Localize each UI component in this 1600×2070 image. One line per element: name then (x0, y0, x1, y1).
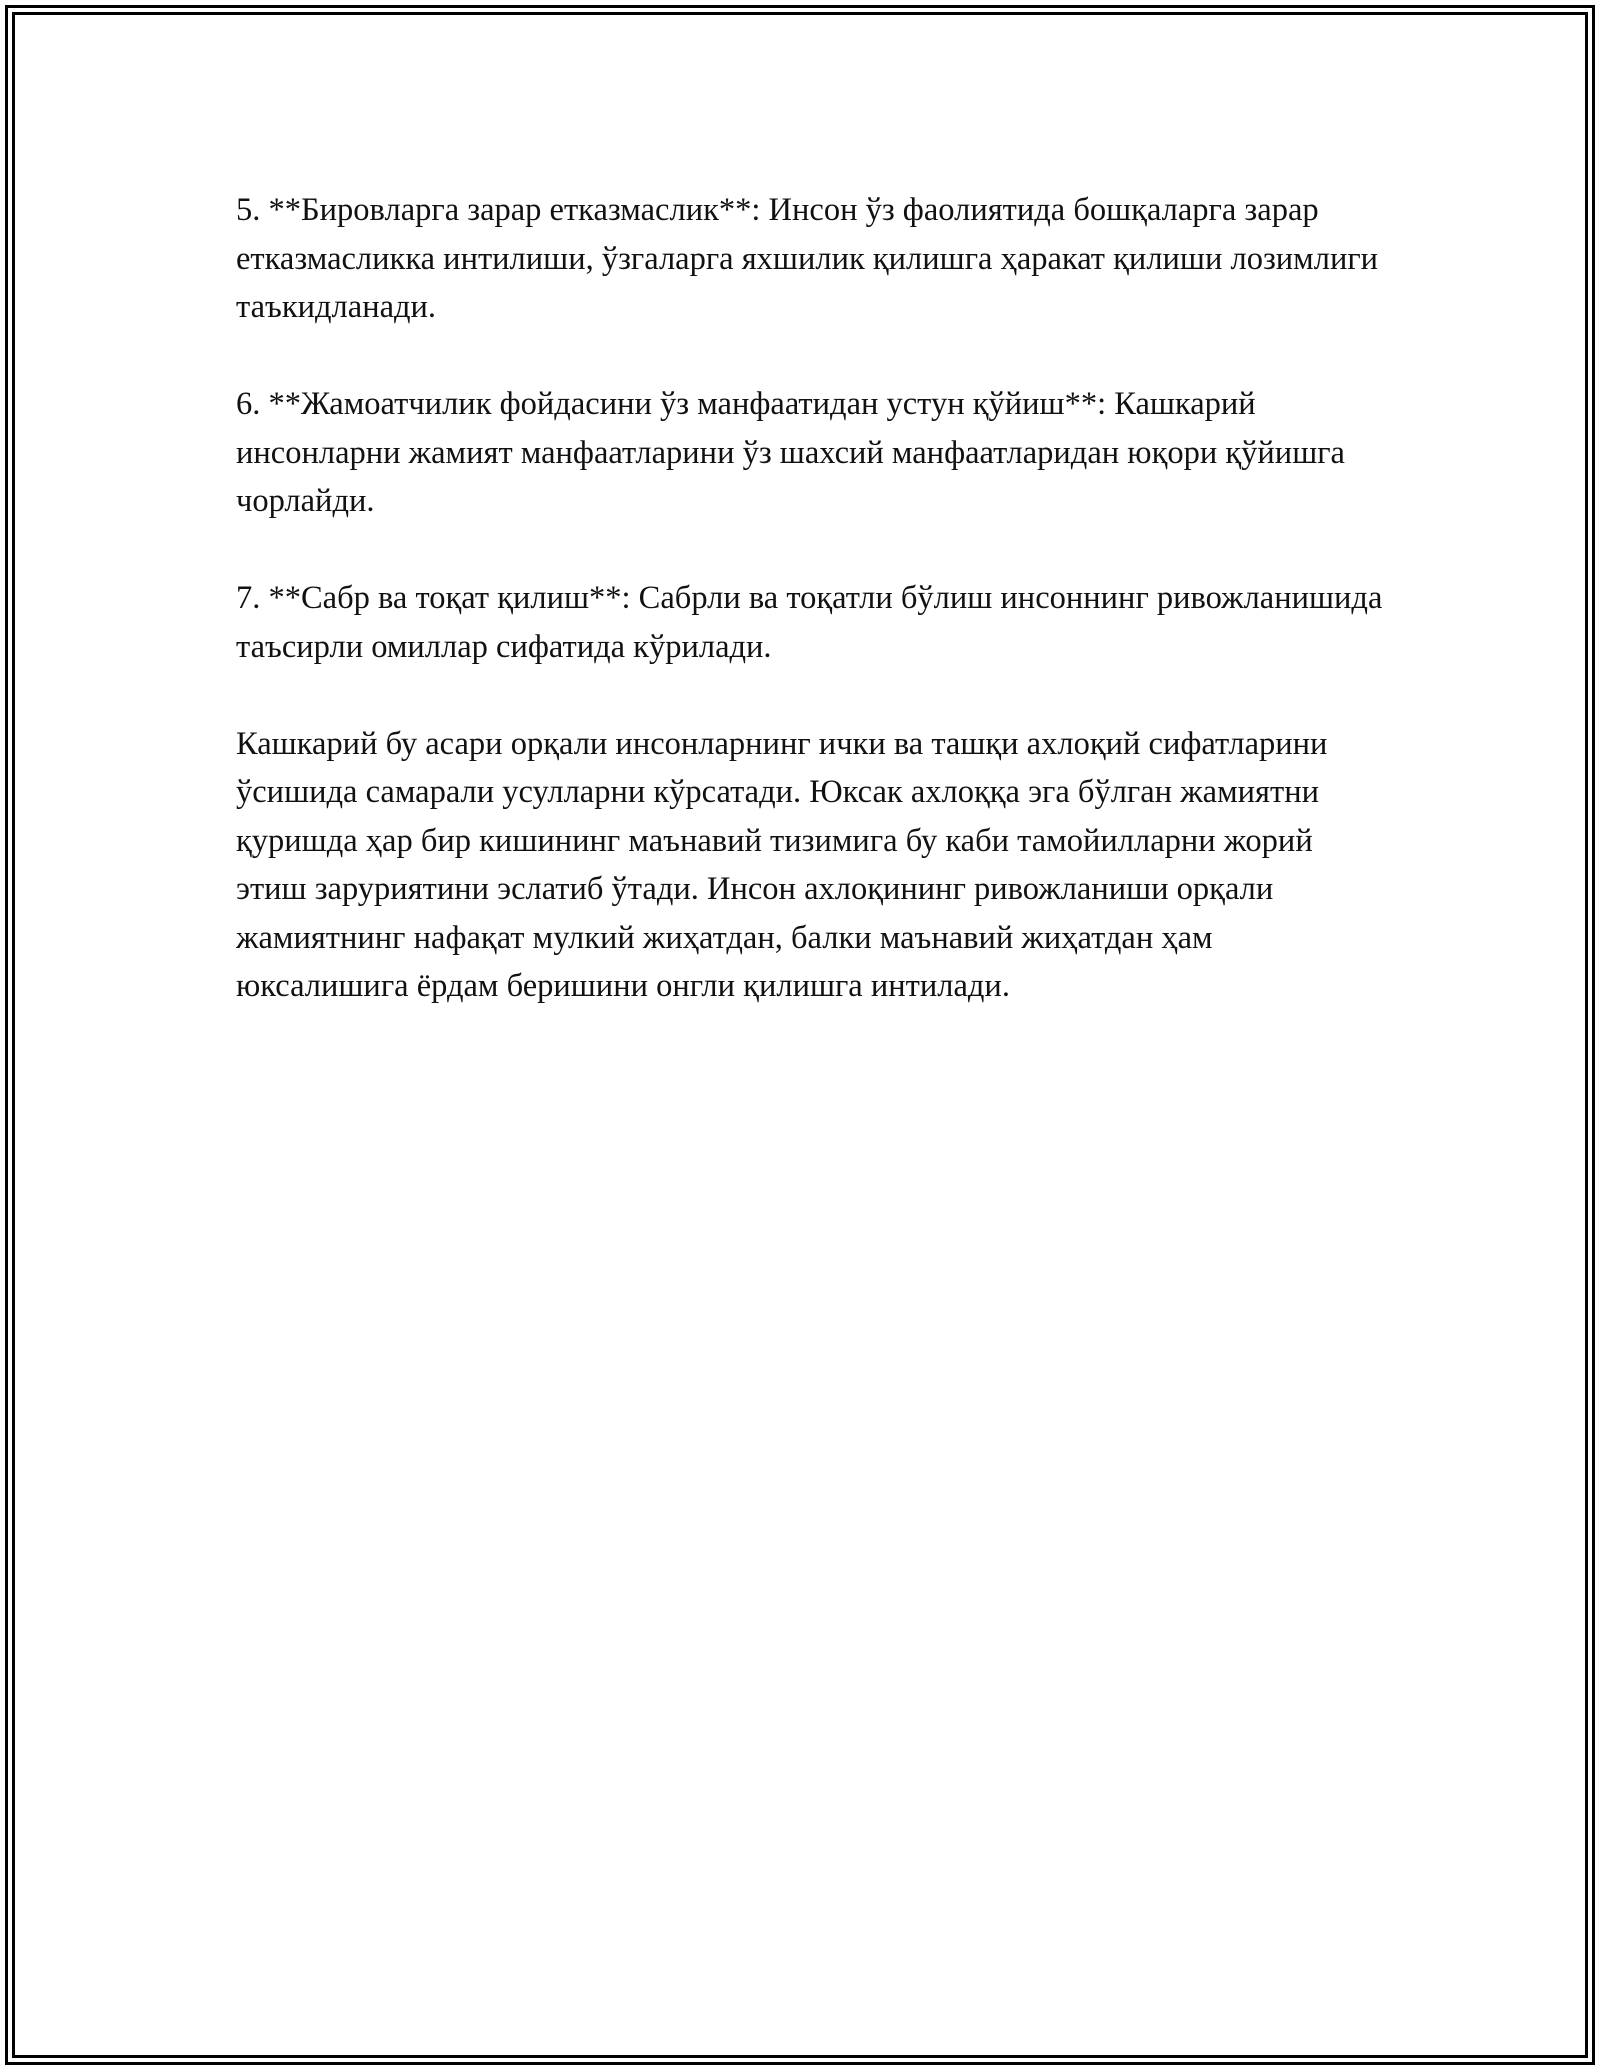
paragraph-item-5: 5. **Бировларга зарар етказмаслик**: Инсон ўз фаолиятида бошқаларга зарар етказмасликка интилиши, ўзгаларга яхшилик қилишга ҳаракат қилиши лозимлиги таъкидланади. (236, 192, 1379, 325)
paragraph-conclusion: Кашкарий бу асари орқали инсонларнинг ички ва ташқи ахлоқий сифатларини ўсишида самарали усулларни кўрсатади. Юксак ахлоққа эга бўлган жамиятни қуришда ҳар бир кишининг маънавий тизимига бу каби тамойилларни жорий этиш заруриятини эслатиб ўтади. Инсон ахлоқининг ривожланиши орқали жамиятнинг нафақат мулкий жиҳатдан, балки маънавий жиҳатдан ҳам юксалишига ёрдам беришини онгли қилишга интилади. (236, 725, 1328, 1004)
paragraph-item-6: 6. **Жамоатчилик фойдасини ўз манфаатидан устун қўйиш**: Кашкарий инсонларни жамият манфаатларини ўз шахсий манфаатларидан юқори қўйишга чорлайди. (236, 386, 1345, 519)
document-body (236, 186, 1386, 1059)
paragraph-item-7: 7. **Сабр ва тоқат қилиш**: Сабрли ва тоқатли бўлиш инсоннинг ривожланишида таъсирли омиллар сифатида кўрилади. (236, 580, 1383, 665)
